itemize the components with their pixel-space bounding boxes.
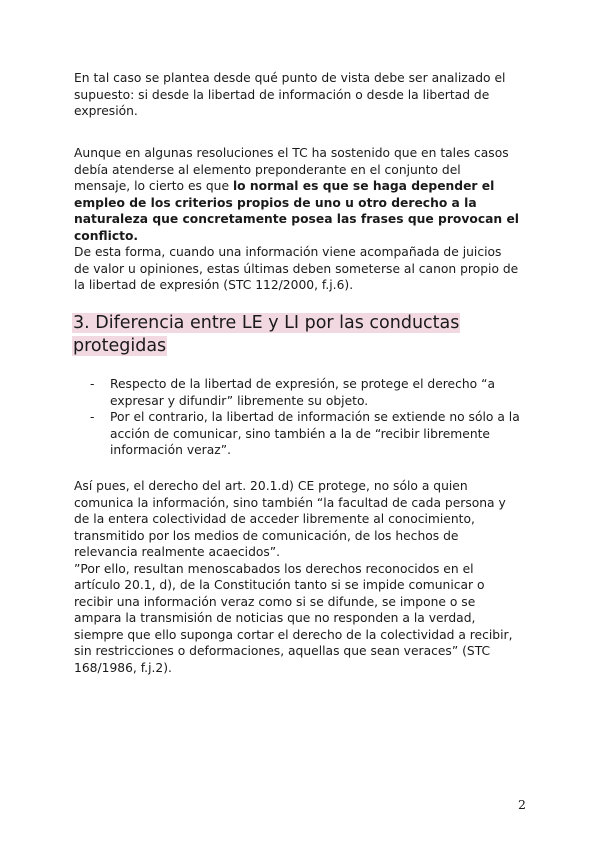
list-item xyxy=(90,376,520,409)
list-bullet: - xyxy=(90,410,95,424)
list-item xyxy=(90,409,520,459)
section-heading xyxy=(72,312,492,357)
section-heading-text: 3. Diferencia entre LE y LI por las conductas protegidas xyxy=(73,313,460,356)
paragraph-tc-criteria-intro: Aunque en algunas resoluciones el TC ha sostenido que en tales casos debía atenderse al elemento preponderante en el conjunto del mensaje, lo cierto es que xyxy=(74,146,509,193)
list-item-text: Respecto de la libertad de expresión, se protege el derecho “a expresar y difundir” libremente su objeto. xyxy=(110,377,496,408)
paragraph-art-20-part1: Así pues, el derecho del art. 20.1.d) CE protege, no sólo a quien comunica la información, sino también “la facultad de cada persona y de la entera colectividad de acceder libremente al conocimiento, transmitido por los medios de comunicación, de los hechos de relevancia realmente acaecidos”. xyxy=(74,479,506,559)
paragraph-tc-criteria-bold: lo normal es que se haga depender el empleo de los criterios propios de uno u otro derecho a la naturaleza que concretamente posea las frases que provocan el conflicto. xyxy=(74,179,519,243)
list-bullet: - xyxy=(90,377,95,391)
paragraph-tc-criteria-rest: De esta forma, cuando una información viene acompañada de juicios de valor u opiniones, estas últimas deben someterse al canon propio de la libertad de expresión (STC 112/2000, f.j.6). xyxy=(74,245,519,292)
paragraph-analysis-viewpoint: En tal caso se plantea desde qué punto de vista debe ser analizado el supuesto: si desde la libertad de información o desde la libertad de expresión. xyxy=(74,71,506,118)
paragraph-art-20 xyxy=(74,478,519,676)
paragraph-tc-criteria xyxy=(74,145,519,294)
page-number: 2 xyxy=(518,797,526,812)
conduct-list xyxy=(90,376,520,459)
list-item-text: Por el contrario, la libertad de información se extiende no sólo a la acción de comunicar, sino también a la de “recibir libremente información veraz”. xyxy=(110,410,520,457)
paragraph-art-20-part2: ”Por ello, resultan menoscabados los derechos reconocidos en el artículo 20.1, d), de la Constitución tanto si se impide comunicar o recibir una información veraz como si se difunde, se impone o se ampara la transmisión de noticias que no responden a la verdad, siempre que ello suponga cortar el derecho de la colectividad a recibir, sin restricciones o deformaciones, aquellas que sean veraces” (STC 168/1986, f.j.2). xyxy=(74,561,513,675)
